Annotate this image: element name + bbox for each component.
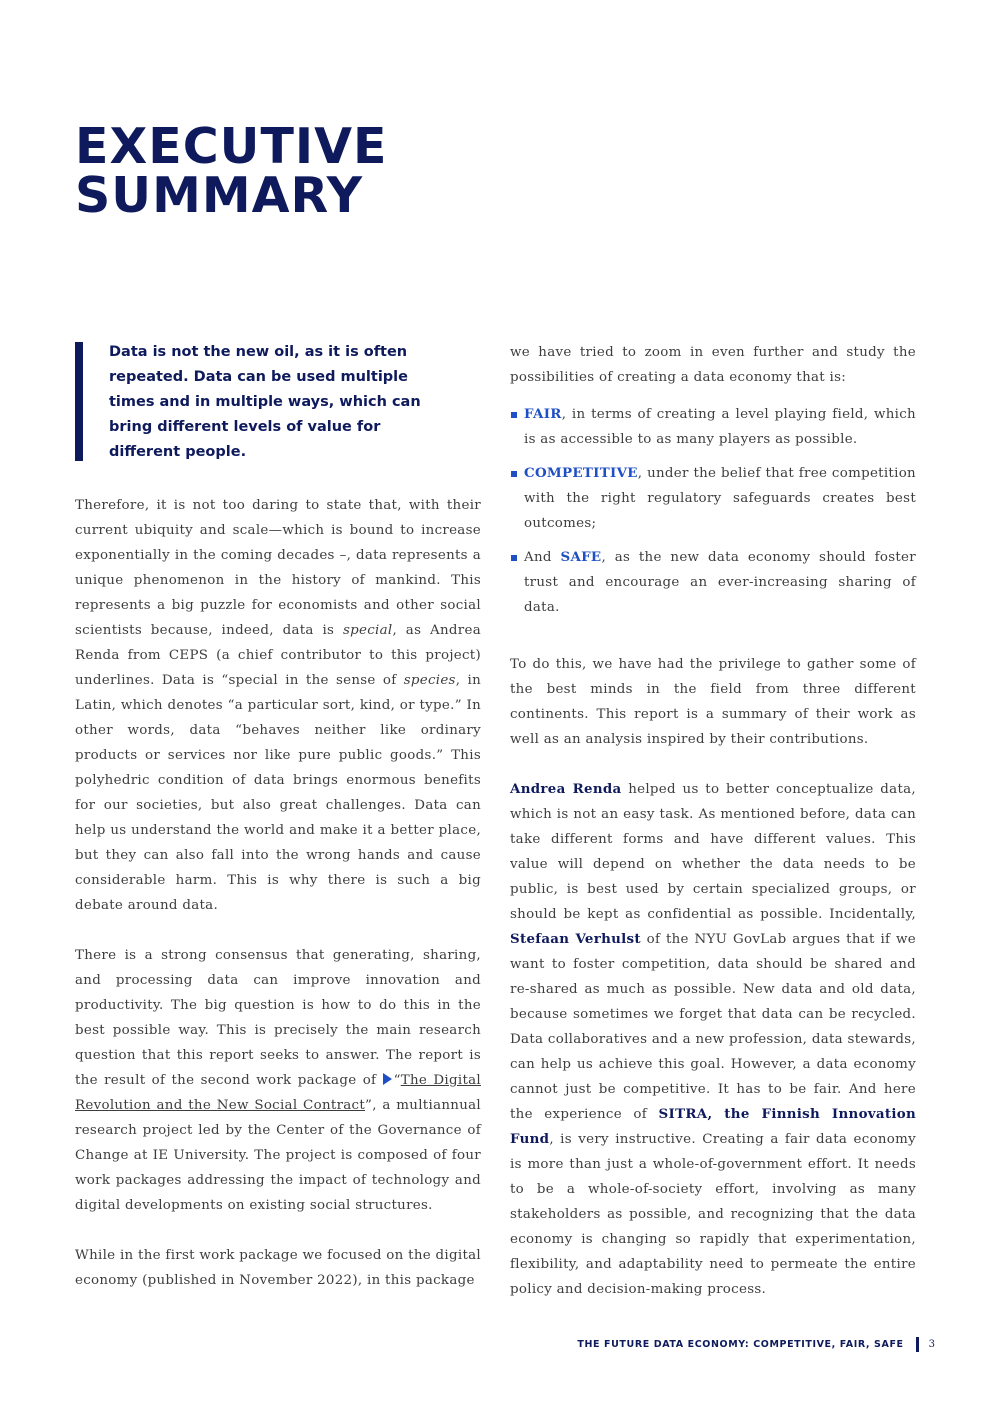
quote-bar: [75, 342, 83, 461]
bullet-square-icon: [511, 471, 517, 477]
play-icon: [383, 1073, 392, 1085]
paragraph-text: , is very instructive. Creating a fair data economy is more than just a whole-of-government effort. It needs to be a whole-of-society effort, involving as many stakeholders as possible, and recognizing that the data economy is changing so rapidly that experimentation, flexibility, and adaptability need to permeate the entire policy and decision-making process.: [510, 1132, 916, 1297]
name-andrea-renda: Andrea Renda: [510, 781, 622, 797]
paragraph-contributors: [510, 777, 916, 1302]
paragraph-work-package: While in the first work package we focused on the digital economy (published in November 2022), in this package: [75, 1248, 481, 1288]
paragraph-zoom: we have tried to zoom in even further and study the possibilities of creating a data economy that is:: [510, 345, 916, 385]
page-title-line-1: EXECUTIVE: [75, 118, 388, 175]
paragraph-intro: [75, 493, 481, 918]
list-item-competitive: COMPETITIVE, under the belief that free competition with the right regulatory safeguards creates best outcomes;: [510, 461, 916, 536]
pull-quote: [75, 340, 481, 465]
paragraph-text: , as Andrea Renda from CEPS (a chief contributor to this project) underlines. Data is “special in the sense of: [75, 623, 481, 688]
paragraph-text: There is a strong consensus that generating, sharing, and processing data can improve innovation and productivity. The big question is how to do this in the best possible way. This is precisely the main research question that this report seeks to answer. The report is the result of the second work package of: [75, 948, 481, 1088]
left-column: [75, 340, 481, 1318]
paragraph-text: of the NYU GovLab argues that if we want to foster competition, data should be shared and re-shared as much as possible. New data and old data, because sometimes we forget that data can be recycled. Data collaboratives and a new profession, data stewards, can help us achieve this goal. However, a data economy cannot just be competitive. It has to be fair. And here the experience of: [510, 932, 916, 1122]
project-link[interactable]: The Digital Revolution and the New Social Contract: [75, 1073, 481, 1113]
footer-divider: [916, 1337, 919, 1352]
page-title-line-2: SUMMARY: [75, 167, 364, 224]
pull-quote-text: Data is not the new oil, as it is often repeated. Data can be used multiple times and in multiple ways, which can bring different levels of value for different people.: [109, 344, 421, 460]
page-number: 3: [928, 1339, 935, 1350]
right-column: [510, 340, 916, 1327]
page-title: [75, 118, 388, 224]
keyword-competitive: COMPETITIVE: [524, 465, 638, 481]
paragraph-minds: To do this, we have had the privilege to gather some of the best minds in the field from three different continents. This report is a summary of their work as well as an analysis inspired by their contributions.: [510, 657, 916, 747]
paragraph-text: Therefore, it is not too daring to state that, with their current ubiquity and scale—which is bound to increase exponentially in the coming decades –, data represents a unique phenomenon in the history of mankind. This represents a big puzzle for economists and other social scientists because, indeed, data is: [75, 498, 481, 638]
emphasis-special: special: [342, 623, 393, 638]
keyword-safe: SAFE: [560, 549, 602, 565]
list-item-fair: FAIR, in terms of creating a level playing field, which is as accessible to as many players as possible.: [510, 402, 916, 452]
name-stefaan-verhulst: Stefaan Verhulst: [510, 931, 641, 947]
paragraph-consensus: [75, 943, 481, 1218]
emphasis-species: species: [403, 673, 456, 688]
bullet-square-icon: [511, 555, 517, 561]
paragraph-text: ”, a multiannual research project led by the Center of the Governance of Change at IE University. The project is composed of four work packages addressing the impact of technology and digital developments on existing social structures.: [75, 1098, 481, 1213]
bullet-square-icon: [511, 412, 517, 418]
keyword-fair: FAIR: [524, 406, 562, 422]
paragraph-text: helped us to better conceptualize data, which is not an easy task. As mentioned before, data can take different forms and have different values. This value will depend on whether the data needs to be public, is best used by certain specialized groups, or should be kept as confidential as possible. Incidentally,: [510, 782, 916, 922]
footer-title: THE FUTURE DATA ECONOMY: COMPETITIVE, FAIR, SAFE: [577, 1339, 904, 1350]
list-item-safe: And SAFE, as the new data economy should foster trust and encourage an ever-increasing sharing of data.: [510, 545, 916, 620]
quote-mark: “: [393, 1073, 401, 1088]
name-sitra: SITRA, the Finnish Innovation Fund: [510, 1106, 916, 1147]
paragraph-text: , in Latin, which denotes “a particular sort, kind, or type.” In other words, data “behaves neither like ordinary products or services nor like pure public goods.” This polyhedric condition of data brings enormous benefits for our societies, but also great challenges. Data can help us understand the world and make it a better place, but they can also fall into the wrong hands and cause considerable harm. This is why there is such a big debate around data.: [75, 673, 481, 913]
page-footer: [577, 1337, 935, 1352]
bullet-list: [510, 402, 916, 620]
